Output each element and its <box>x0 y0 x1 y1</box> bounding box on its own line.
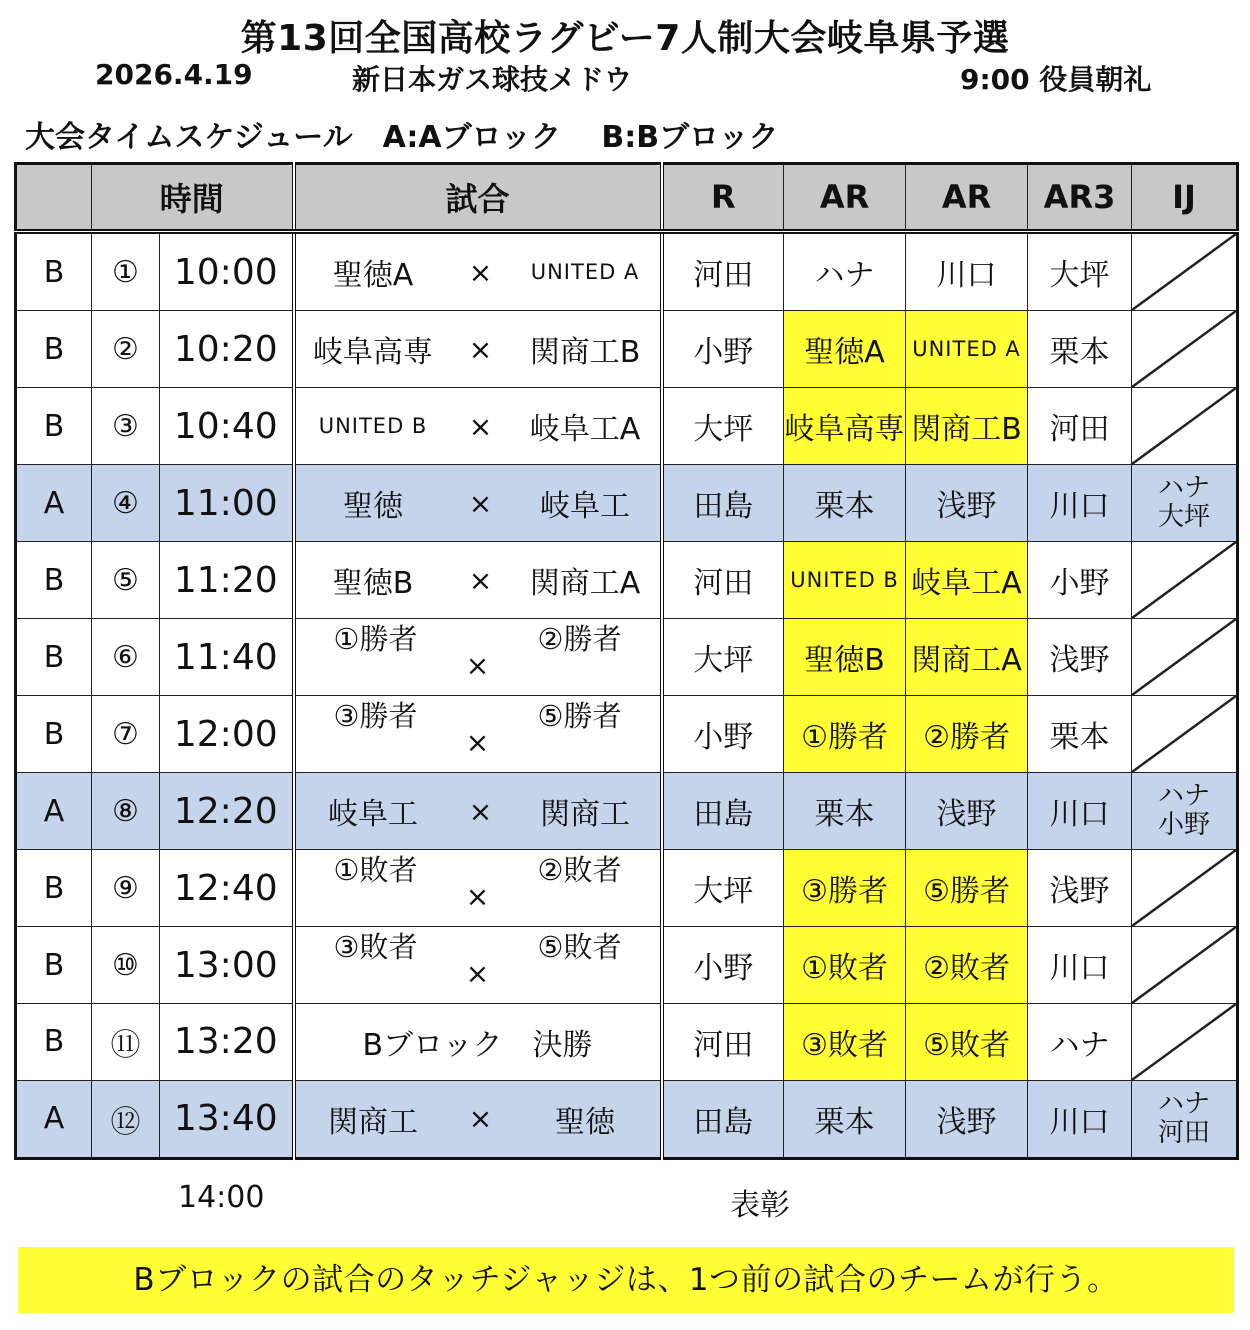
table-header-row <box>16 164 1238 232</box>
assistant-referee-2-cell: 岐阜工A <box>906 542 1028 619</box>
match-number: ③ <box>92 388 160 465</box>
referee-cell: 田島 <box>662 773 784 850</box>
col-header-ar1: AR <box>784 164 906 232</box>
block-cell: B <box>16 850 92 927</box>
table-row <box>16 1004 1238 1081</box>
block-cell: B <box>16 696 92 773</box>
home-team: ③敗者 <box>333 930 418 964</box>
match-number: ⑧ <box>92 773 160 850</box>
in-goal-judge-cell <box>1132 850 1238 927</box>
assistant-referee-2-cell: 浅野 <box>906 1080 1028 1158</box>
match-time: 13:40 <box>160 1080 294 1158</box>
in-goal-judge-1: ハナ <box>1158 473 1211 503</box>
table-row <box>16 773 1238 850</box>
match-cell <box>294 232 662 311</box>
assistant-referee-3-cell: 栗本 <box>1028 696 1132 773</box>
match-cell <box>294 1080 662 1158</box>
away-team: ②勝者 <box>537 622 622 656</box>
assistant-referee-3-cell: 川口 <box>1028 927 1132 1004</box>
referee-cell: 小野 <box>662 311 784 388</box>
match-cell <box>294 465 662 542</box>
referee-cell: 大坪 <box>662 388 784 465</box>
diagonal-slash <box>1132 388 1236 464</box>
assistant-referee-1-cell: UNITED B <box>784 542 906 619</box>
versus-mark: × <box>468 409 493 443</box>
home-team: 聖徳A <box>332 258 414 293</box>
assistant-referee-1-cell: 聖徳A <box>784 311 906 388</box>
assistant-referee-1-cell: 栗本 <box>784 773 906 850</box>
home-team: ③勝者 <box>333 699 418 733</box>
table-row <box>16 1080 1238 1158</box>
slash-line <box>1132 234 1236 310</box>
diagonal-slash <box>1132 696 1236 772</box>
assistant-referee-3-cell: 川口 <box>1028 465 1132 542</box>
match-time: 10:00 <box>160 232 294 311</box>
referee-cell: 河田 <box>662 1004 784 1081</box>
slash-line <box>1132 388 1236 464</box>
referee-cell: 河田 <box>662 232 784 311</box>
slash-line <box>1132 619 1236 695</box>
diagonal-slash <box>1132 234 1236 310</box>
ceremony-label: 表彰 <box>730 1188 790 1223</box>
assistant-referee-1-cell: ③勝者 <box>784 850 906 927</box>
versus-mark: × <box>468 255 493 289</box>
home-team: ①勝者 <box>333 622 418 656</box>
assistant-referee-1-cell: 栗本 <box>784 1080 906 1158</box>
in-goal-judge-cell <box>1132 696 1238 773</box>
block-cell: B <box>16 542 92 619</box>
referee-cell: 大坪 <box>662 850 784 927</box>
table-row <box>16 927 1238 1004</box>
match-cell <box>294 773 662 850</box>
match-time: 12:40 <box>160 850 294 927</box>
diagonal-slash <box>1132 1004 1236 1080</box>
assistant-referee-3-cell: 小野 <box>1028 542 1132 619</box>
match-cell <box>294 619 662 696</box>
schedule-heading: 大会タイムスケジュール A:Aブロック B:Bブロック <box>25 120 779 155</box>
match-number: ② <box>92 311 160 388</box>
match-number: ⑨ <box>92 850 160 927</box>
match-time: 12:20 <box>160 773 294 850</box>
block-cell: B <box>16 232 92 311</box>
match-cell: Bブロック 決勝 <box>294 1004 662 1081</box>
assistant-referee-3-cell: 川口 <box>1028 773 1132 850</box>
versus-mark: × <box>468 332 493 366</box>
home-team: UNITED B <box>318 414 428 438</box>
versus-mark: × <box>465 880 490 913</box>
in-goal-judge-2: 河田 <box>1158 1117 1211 1148</box>
in-goal-judge-cell <box>1132 465 1238 542</box>
in-goal-judge-cell <box>1132 311 1238 388</box>
in-goal-judge-1: ハナ <box>1158 1088 1211 1119</box>
col-header-ar3: AR3 <box>1028 164 1132 232</box>
assistant-referee-3-cell: 川口 <box>1028 1080 1132 1158</box>
in-goal-judge-cell <box>1132 619 1238 696</box>
col-header-ij: IJ <box>1132 164 1238 232</box>
diagonal-slash <box>1132 927 1236 1003</box>
slash-line <box>1132 1004 1236 1080</box>
away-team: UNITED A <box>530 260 640 284</box>
versus-mark: × <box>468 794 493 828</box>
block-cell: B <box>16 1004 92 1081</box>
assistant-referee-2-cell: ②勝者 <box>906 696 1028 773</box>
page-title: 第13回全国高校ラグビー7人制大会岐阜県予選 <box>240 18 1010 59</box>
in-goal-judge-cell <box>1132 927 1238 1004</box>
home-team: 関商工 <box>328 1104 419 1140</box>
away-team: 関商工B <box>529 335 641 370</box>
referee-cell: 田島 <box>662 465 784 542</box>
home-team: 岐阜高専 <box>313 335 434 370</box>
match-time: 12:00 <box>160 696 294 773</box>
assistant-referee-3-cell: 浅野 <box>1028 850 1132 927</box>
assistant-referee-3-cell: 浅野 <box>1028 619 1132 696</box>
table-row <box>16 619 1238 696</box>
referee-cell: 小野 <box>662 696 784 773</box>
away-team: 聖徳 <box>555 1104 616 1140</box>
match-cell <box>294 311 662 388</box>
versus-mark: × <box>468 1102 493 1136</box>
match-time: 10:40 <box>160 388 294 465</box>
match-cell <box>294 850 662 927</box>
match-cell <box>294 388 662 465</box>
in-goal-judge-cell <box>1132 388 1238 465</box>
table-row <box>16 542 1238 619</box>
assistant-referee-2-cell: ②敗者 <box>906 927 1028 1004</box>
slash-line <box>1132 850 1236 926</box>
match-cell <box>294 927 662 1004</box>
diagonal-slash <box>1132 542 1236 618</box>
referee-cell: 河田 <box>662 542 784 619</box>
slash-line <box>1132 927 1236 1003</box>
away-team: 岐阜工A <box>529 412 641 447</box>
versus-mark: × <box>465 649 490 682</box>
versus-mark: × <box>465 957 490 990</box>
away-team: ⑤勝者 <box>537 699 622 733</box>
slash-line <box>1132 542 1236 618</box>
in-goal-judge-1: ハナ <box>1158 781 1211 811</box>
match-time: 11:20 <box>160 542 294 619</box>
assistant-referee-1-cell: ③敗者 <box>784 1004 906 1081</box>
table-row <box>16 465 1238 542</box>
table-row <box>16 696 1238 773</box>
assistant-referee-1-cell: ハナ <box>784 232 906 311</box>
assistant-referee-2-cell: UNITED A <box>906 311 1028 388</box>
block-cell: A <box>16 1080 92 1158</box>
col-header-ar2: AR <box>906 164 1028 232</box>
match-number: ④ <box>92 465 160 542</box>
assistant-referee-2-cell: 川口 <box>906 232 1028 311</box>
away-team: 関商工 <box>540 797 631 832</box>
in-goal-judge-cell <box>1132 1004 1238 1081</box>
match-time: 13:20 <box>160 1004 294 1081</box>
in-goal-judge-cell <box>1132 232 1238 311</box>
assistant-referee-2-cell: 浅野 <box>906 465 1028 542</box>
block-cell: A <box>16 465 92 542</box>
table-row <box>16 388 1238 465</box>
referee-cell: 田島 <box>662 1080 784 1158</box>
home-team: 聖徳 <box>343 489 404 524</box>
match-cell <box>294 542 662 619</box>
assistant-referee-3-cell: 大坪 <box>1028 232 1132 311</box>
block-cell: A <box>16 773 92 850</box>
home-team: ①敗者 <box>333 853 418 887</box>
away-team: 岐阜工 <box>540 489 631 524</box>
assistant-referee-3-cell: ハナ <box>1028 1004 1132 1081</box>
col-header-r: R <box>662 164 784 232</box>
in-goal-judge-cell <box>1132 542 1238 619</box>
assistant-referee-2-cell: 浅野 <box>906 773 1028 850</box>
assistant-referee-2-cell: 関商工A <box>906 619 1028 696</box>
ceremony-time: 14:00 <box>178 1180 265 1215</box>
venue: 新日本ガス球技メドウ <box>352 63 633 96</box>
assistant-referee-1-cell: ①勝者 <box>784 696 906 773</box>
assistant-referee-2-cell: 関商工B <box>906 388 1028 465</box>
assistant-referee-1-cell: 岐阜高専 <box>784 388 906 465</box>
block-cell: B <box>16 619 92 696</box>
table-row <box>16 850 1238 927</box>
match-number: ⑩ <box>92 927 160 1004</box>
slash-line <box>1132 311 1236 387</box>
meeting-time: 9:00 役員朝礼 <box>960 63 1152 96</box>
assistant-referee-1-cell: ①敗者 <box>784 927 906 1004</box>
assistant-referee-1-cell: 聖徳B <box>784 619 906 696</box>
home-team: 岐阜工 <box>328 797 419 832</box>
slash-line <box>1132 696 1236 772</box>
assistant-referee-2-cell: ⑤敗者 <box>906 1004 1028 1081</box>
table-row <box>16 232 1238 311</box>
referee-cell: 大坪 <box>662 619 784 696</box>
col-header-block <box>16 164 92 232</box>
versus-mark: × <box>468 563 493 597</box>
assistant-referee-2-cell: ⑤勝者 <box>906 850 1028 927</box>
diagonal-slash <box>1132 850 1236 926</box>
versus-mark: × <box>468 486 493 520</box>
in-goal-judge-2: 小野 <box>1158 810 1211 840</box>
referee-cell: 小野 <box>662 927 784 1004</box>
assistant-referee-3-cell: 栗本 <box>1028 311 1132 388</box>
event-date: 2026.4.19 <box>95 58 253 91</box>
block-cell: B <box>16 388 92 465</box>
block-cell: B <box>16 927 92 1004</box>
match-time: 10:20 <box>160 311 294 388</box>
match-time: 11:40 <box>160 619 294 696</box>
match-number: ⑤ <box>92 542 160 619</box>
away-team: ②敗者 <box>537 853 622 887</box>
in-goal-judge-cell <box>1132 1080 1238 1158</box>
assistant-referee-1-cell: 栗本 <box>784 465 906 542</box>
schedule-table <box>14 162 1239 1160</box>
match-time: 11:00 <box>160 465 294 542</box>
in-goal-judge-cell <box>1132 773 1238 850</box>
block-cell: B <box>16 311 92 388</box>
away-team: ⑤敗者 <box>537 930 622 964</box>
match-number: ① <box>92 232 160 311</box>
col-header-match: 試合 <box>294 164 662 232</box>
versus-mark: × <box>465 726 490 759</box>
col-header-time: 時間 <box>92 164 294 232</box>
match-number: ⑪ <box>92 1004 160 1081</box>
touch-judge-note: Bブロックの試合のタッチジャッジは、1つ前の試合のチームが行う。 <box>18 1247 1234 1313</box>
match-number: ⑫ <box>92 1080 160 1158</box>
home-team: 聖徳B <box>332 566 414 601</box>
diagonal-slash <box>1132 311 1236 387</box>
match-number: ⑦ <box>92 696 160 773</box>
match-time: 13:00 <box>160 927 294 1004</box>
match-number: ⑥ <box>92 619 160 696</box>
assistant-referee-3-cell: 河田 <box>1028 388 1132 465</box>
away-team: 関商工A <box>529 566 641 601</box>
diagonal-slash <box>1132 619 1236 695</box>
table-row <box>16 311 1238 388</box>
in-goal-judge-2: 大坪 <box>1158 502 1211 532</box>
match-cell <box>294 696 662 773</box>
